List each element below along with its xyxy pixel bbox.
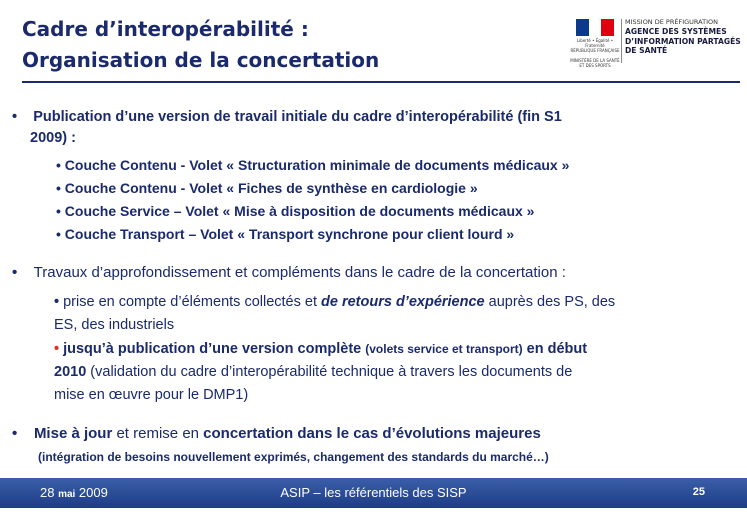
page-number: 25: [692, 486, 705, 498]
date-month: mai: [58, 489, 76, 500]
logo-divider: [621, 19, 622, 63]
sub-note: (volets service et transport): [365, 342, 523, 356]
footer-bar: [0, 478, 747, 508]
bullet-dot: •: [56, 203, 61, 219]
bullet-dot: •: [56, 180, 61, 196]
sub-bullet-text: Couche Contenu - Volet « Fiches de synthèse en cardiologie »: [64, 180, 478, 196]
bullet-dot: •: [54, 294, 60, 310]
sub-text: (validation du cadre d’interopérabilité technique à travers les documents de: [90, 364, 573, 380]
bullet-1-text: Publication d’une version de travail initiale du cadre d’interopérabilité (fin S1: [33, 109, 562, 125]
bullet-2-text: Travaux d’approfondissement et compléments dans le cadre de la concertation :: [33, 264, 566, 281]
flag-stripe-white: [589, 19, 602, 36]
sub-bullet-text: Couche Transport – Volet « Transport synchrone pour client lourd »: [64, 226, 515, 242]
bullet-1-line-2: 2009) :: [30, 130, 76, 146]
flag-stripe-red: [601, 19, 614, 36]
title-rule: [22, 81, 740, 83]
sub-text: auprès des PS, des: [484, 294, 616, 310]
asip-logo: [570, 17, 740, 79]
sub-emphasis: en début: [522, 341, 588, 357]
title-line-1: Cadre d’interopérabilité :: [22, 17, 309, 41]
bullet-3-note: (intégration de besoins nouvellement exprimés, changement des standards du marché…): [38, 450, 549, 464]
sub-bullet-2: [56, 177, 478, 199]
sub-bullet-1: [56, 154, 569, 176]
sub-bullet-text: Couche Contenu - Volet « Structuration minimale de documents médicaux »: [64, 157, 570, 173]
sub-bullet-text: Couche Service – Volet « Mise à disposition de documents médicaux »: [64, 203, 535, 219]
flag-stripe-blue: [576, 19, 589, 36]
bullet-dot: •: [12, 109, 18, 125]
bullet-2-line-1: [12, 262, 566, 284]
sub-emphasis: jusqu’à publication d’une version complète: [63, 341, 366, 357]
bullet-2-sub-2-line-1: [54, 338, 587, 360]
sub-emphasis: de retours d’expérience: [321, 294, 485, 310]
footer-title: ASIP – les référentiels des SISP: [280, 485, 467, 500]
republique-francaise-logo: [570, 17, 620, 67]
sub-emphasis: 2010: [54, 364, 91, 380]
sub-bullet-4: [56, 223, 514, 245]
bullet-dot: •: [12, 264, 18, 281]
bullet-dot: •: [12, 425, 18, 442]
bullet-dot: •: [56, 157, 61, 173]
sub-bullet-3: [56, 200, 534, 222]
bullet-2-sub-1-line-1: [54, 291, 615, 313]
sub-text: prise en compte d’éléments collectés et: [63, 294, 322, 310]
bullet-3-emphasis: concertation dans le cas d’évolutions majeures: [203, 425, 541, 442]
bullet-dot: •: [56, 226, 61, 242]
date-day: 28: [40, 485, 59, 500]
french-flag-icon: [576, 19, 614, 36]
bullet-2-sub-2-line-2: [54, 361, 572, 383]
bullet-3-text: et remise en: [112, 425, 204, 442]
title-line-2: Organisation de la concertation: [22, 48, 380, 72]
bullet-2-sub-2-line-3: mise en œuvre pour le DMP1): [54, 387, 249, 403]
bullet-3-emphasis: Mise à jour: [33, 425, 113, 442]
slide-title: [22, 14, 542, 76]
date-year: 2009: [75, 485, 108, 500]
red-bullet-dot: •: [54, 341, 60, 357]
mission-text: MISSION DE PRÉFIGURATION: [625, 18, 718, 26]
bullet-3-line-1: [12, 423, 541, 445]
republique-francaise-text: Liberté • Égalité • Fraternité RÉPUBLIQUE FRANÇAISE MINISTÈRE DE LA SANTÉ ET DES SPORTS: [570, 38, 620, 68]
bullet-2-sub-1-line-2: ES, des industriels: [54, 317, 175, 333]
bullet-1-line-1: [12, 106, 562, 128]
agency-name: AGENCE DES SYSTÈMES D’INFORMATION PARTAGÉS DE SANTÉ: [625, 27, 741, 55]
